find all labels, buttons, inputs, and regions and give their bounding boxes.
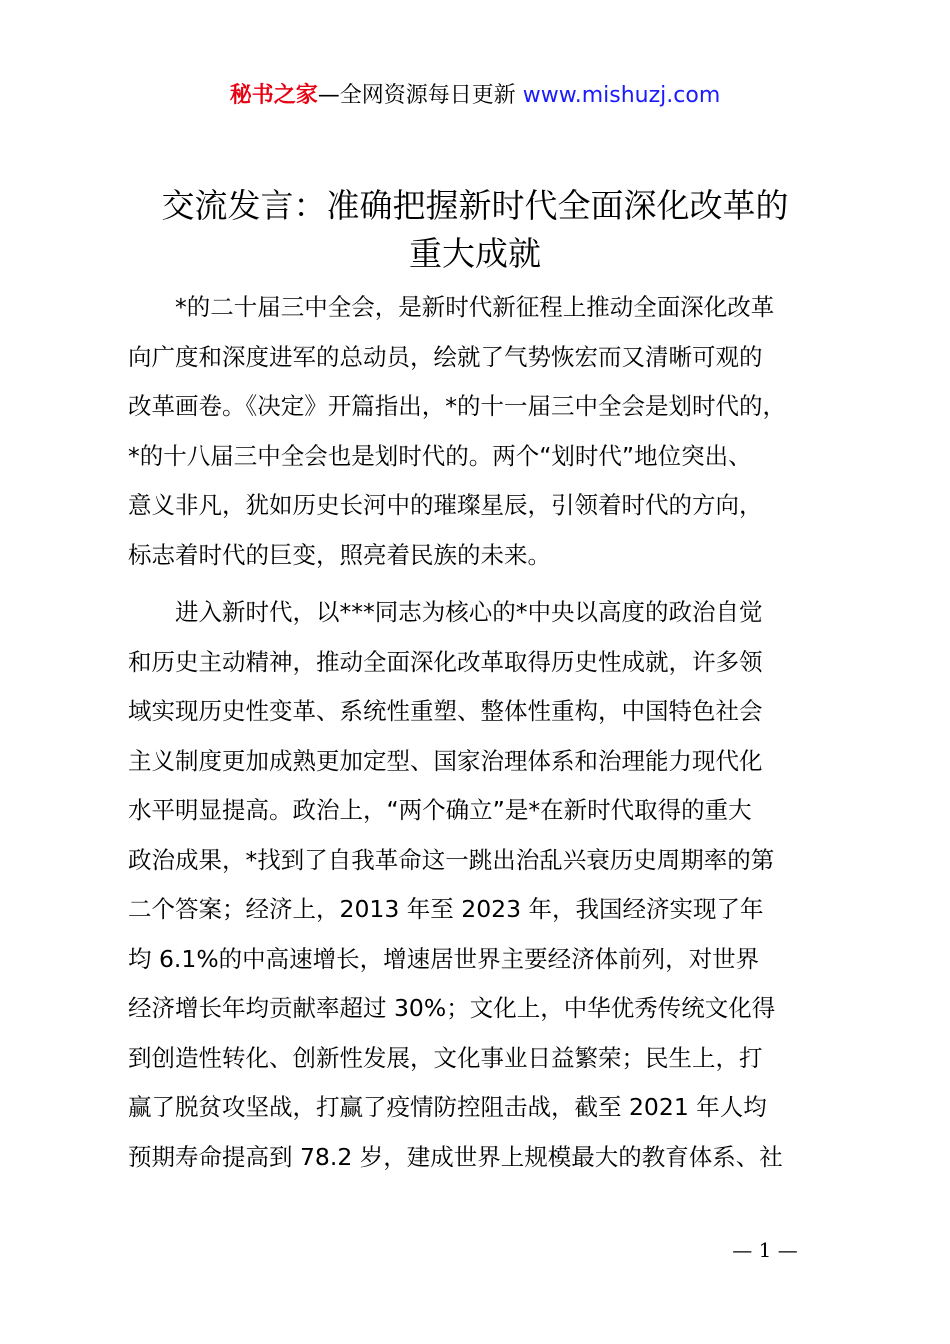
paragraph-line: *的十八届三中全会也是划时代的。两个“划时代”地位突出、 [128,441,752,470]
paragraph-line: 经济增长年均贡献率超过 30%；文化上，中华优秀传统文化得 [128,994,776,1022]
page-number: — 1 — [732,1238,798,1262]
paragraph-1 [128,283,848,580]
paragraph-line: 标志着时代的巨变，照亮着民族的未来。 [128,540,551,569]
paragraph-line: 主义制度更加成熟更加定型、国家治理体系和治理能力现代化 [128,746,763,775]
paragraph-line: 均 6.1%的中高速增长，增速居世界主要经济体前列，对世界 [128,944,760,973]
header-tagline: —全网资源每日更新 [317,83,516,108]
paragraph-line: 改革画卷。《决定》开篇指出，*的十一届三中全会是划时代的， [128,392,786,420]
title-line-1: 交流发言：准确把握新时代全面深化改革的 [161,186,789,225]
paragraph-line: 意义非凡，犹如历史长河中的璀璨星辰，引领着时代的方向， [128,491,763,519]
paragraph-line: 进入新时代，以***同志为核心的*中央以高度的政治自觉 [175,598,763,626]
paragraph-line: 水平明显提高。政治上，“两个确立”是*在新时代取得的重大 [128,796,752,824]
paragraph-line: 二个答案；经济上，2013 年至 2023 年，我国经济实现了年 [128,895,764,923]
paragraph-line: 向广度和深度进军的总动员，绘就了气势恢宏而又清晰可观的 [128,342,763,371]
document-title [60,182,890,278]
paragraph-2 [128,588,848,1182]
paragraph-line: 到创造性转化、创新性发展，文化事业日益繁荣；民生上，打 [128,1043,763,1072]
document-body [128,283,848,1182]
brand-name: 秘书之家 [229,83,318,108]
paragraph-line: 预期寿命提高到 78.2 岁，建成世界上规模最大的教育体系、社 [128,1142,783,1171]
paragraph-line: 政治成果，*找到了自我革命这一跳出治乱兴衰历史周期率的第 [128,845,775,874]
paragraph-line: *的二十届三中全会，是新时代新征程上推动全面深化改革 [175,293,775,321]
site-url-link[interactable]: www.mishuzj.com [522,83,721,108]
title-line-2: 重大成就 [409,234,541,273]
paragraph-line: 和历史主动精神，推动全面深化改革取得历史性成就，许多领 [128,647,763,676]
paragraph-line: 赢了脱贫攻坚战，打赢了疫情防控阻击战，截至 2021 年人均 [128,1093,767,1121]
paragraph-line: 域实现历史性变革、系统性重塑、整体性重构，中国特色社会 [128,697,763,725]
site-header [0,78,950,114]
